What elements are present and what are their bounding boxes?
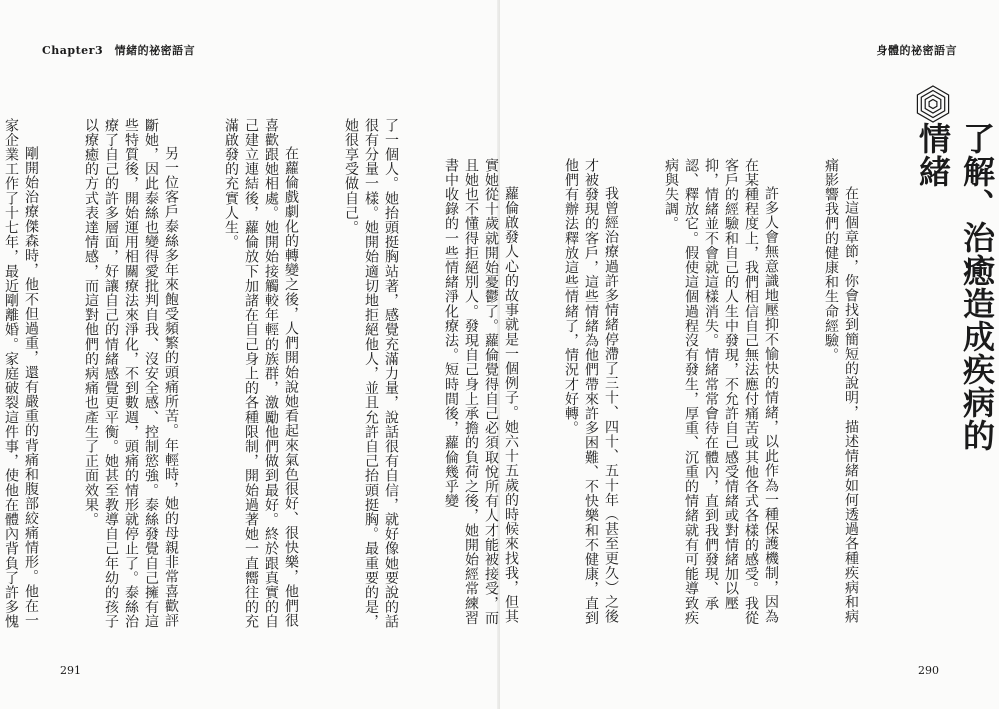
paragraph: 許多人會無意識地壓抑不愉快的情緒，以此作為一種保護機制，因為在某種程度上，我們相信自己無法應付痛苦或其他各式各樣的感受。我從客戶的經驗和自己的人生中發現，不允許自己感受情緒或對情緒加以壓抑，情緒並不會就這樣消失。情緒常常會待在體內，直到我們發現、承認、釋放它。假使這個過程沒有發生，厚重、沉重的情緒就有可能導致疾病與失調。 <box>663 158 779 626</box>
running-head-right: 身體的祕密語言 <box>876 44 957 57</box>
page-number-right: 290 <box>918 664 939 677</box>
left-body-text <box>3 118 441 638</box>
chapter-title: 了解、治癒造成疾病的情緒 <box>914 122 996 452</box>
paragraph: 剛開始治療傑森時，他不但過重，還有嚴重的背痛和腹部絞痛情形。他在一家企業工作了十七年，最近剛離婚。家庭破裂這件事，使他在體內背負了許多愧 <box>3 118 39 629</box>
paragraph: 另一位客戶泰絲多年來飽受頻繁的頭痛所苦。年輕時，她的母親非常喜歡評斷她，因此泰絲也變得愛批判自我、沒安全感、控制慾強。泰絲發覺自己擁有這些特質後，開始運用相關療法來淨化，不到數週，頭痛的情形就停止了。泰絲治療了自己的許多層面，好讓自己的情緒感覺更平衡。她甚至教導自己年幼的孩子以療癒的方式表達情感，而這對他們的病痛也產生了正面效果。 <box>83 118 179 629</box>
running-head-left: Chapter3 情緒的祕密語言 <box>42 44 196 57</box>
right-body-text <box>443 158 901 638</box>
paragraph: 在蘿倫戲劇化的轉變之後，人們開始說她看起來氣色很好、很快樂，他們很喜歡跟她相處。她開始接觸較年輕的族群，激勵他們做到最好。終於跟真實的自己建立連結後，蘿倫放下加諸在自己身上的各種限制，開始過著她一直嚮往的充滿啟發的充實人生。 <box>223 118 299 629</box>
paragraph: 了一個人。她抬頭挺胸站著，感覺充滿力量，說話很有自信，就好像她要說的話很有分量一樣。她開始適切地拒絕他人，並且允許自己抬頭挺胸。最重要的是，她很享受做自己。 <box>343 118 399 629</box>
concentric-hexagon-icon <box>913 84 953 124</box>
paragraph: 在這個章節，你會找到簡短的說明，描述情緒如何透過各種疾病和病痛影響我們的健康和生命經驗。 <box>823 158 859 624</box>
paragraph: 我曾經治療過許多情緒停滯了三十、四十、五十年（甚至更久）之後才被發現的客戶，這些情緒為他們帶來許多困難、不快樂和不健康，直到他們有辦法釋放這些情緒了，情況才好轉。 <box>563 158 619 626</box>
page-number-left: 291 <box>60 664 81 677</box>
paragraph: 蘿倫啟發人心的故事就是一個例子。她六十五歲的時候來找我，但其實她從十歲就開始憂鬱了。蘿倫覺得自己必須取悅所有人才能被接受，而且她也不懂得拒絕別人。發現自己身上承擔的負荷之後，她開始經常練習書中收錄的一些情緒淨化療法。短時間後，蘿倫幾乎變 <box>443 158 519 626</box>
